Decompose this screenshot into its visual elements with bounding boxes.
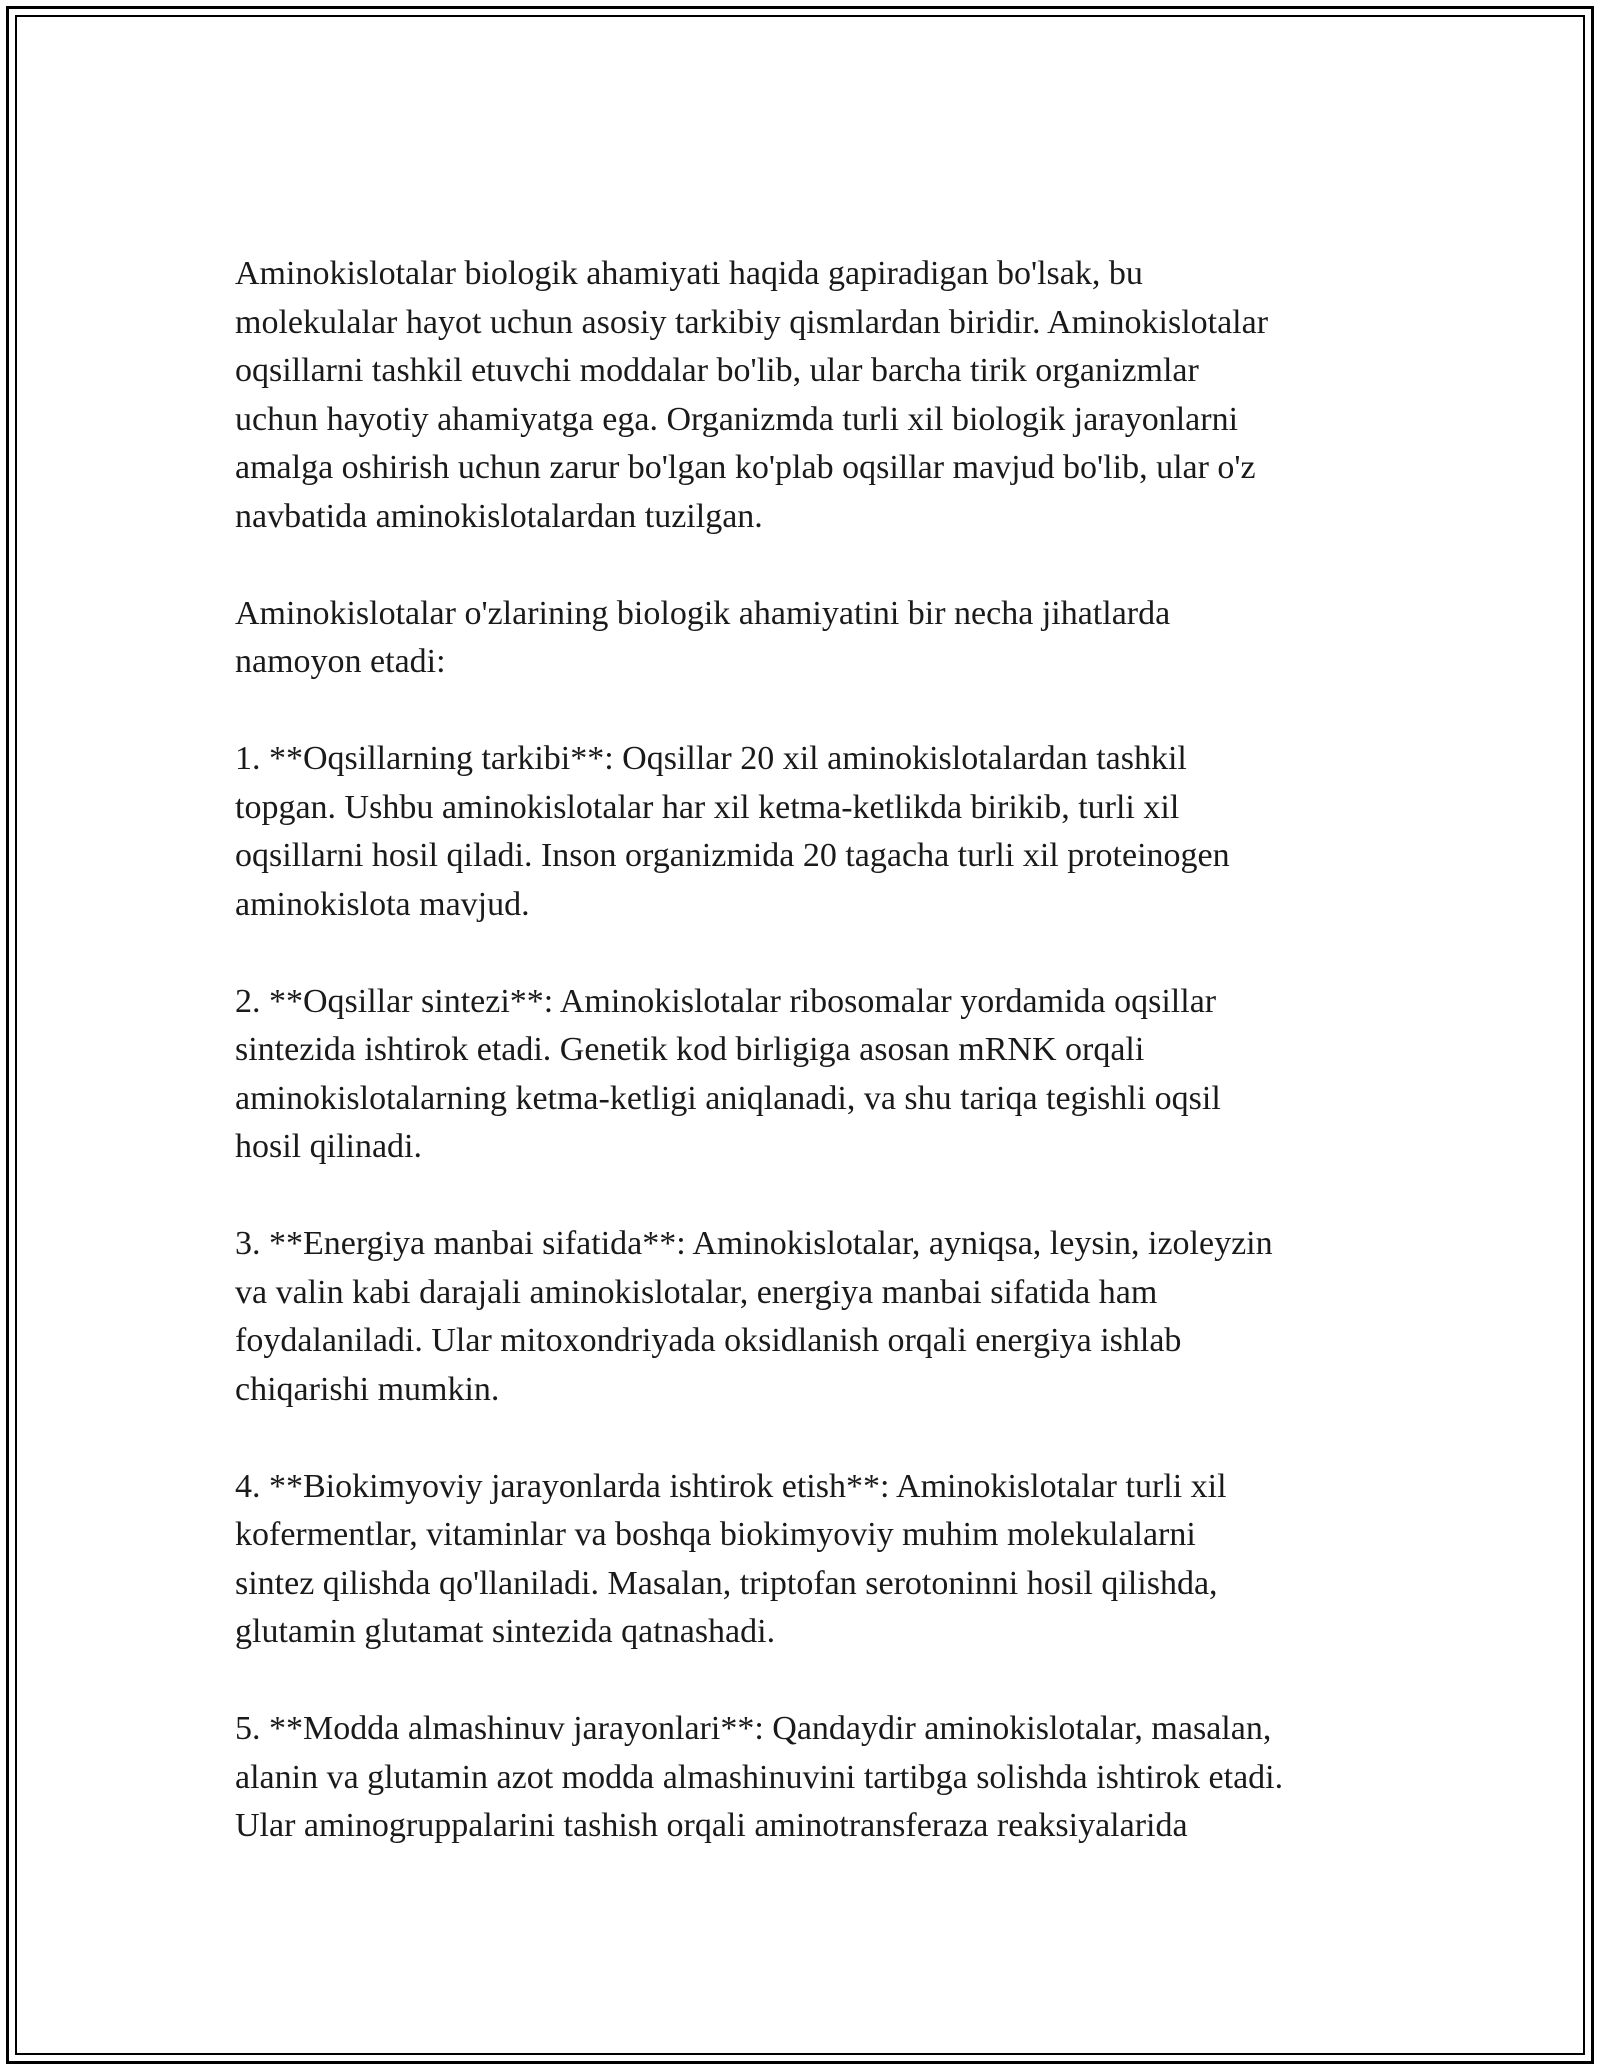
text-line: va valin kabi darajali aminokislotalar, energiya manbai sifatida ham (235, 1273, 1158, 1311)
text-line: oqsillarni hosil qiladi. Inson organizmida 20 tagacha turli xil proteinogen (235, 837, 1230, 874)
paragraph-intro (235, 250, 1385, 541)
text-line: oqsillarni tashkil etuvchi moddalar bo'lib, ular barcha tirik organizmlar (235, 352, 1199, 389)
text-line: 3. **Energiya manbai sifatida**: Aminokislotalar, ayniqsa, leysin, izoleyzin (235, 1225, 1273, 1262)
list-item-3 (235, 1220, 1385, 1414)
text-line: 5. **Modda almashinuv jarayonlari**: Qandaydir aminokislotalar, masalan, (235, 1710, 1272, 1747)
list-item-5 (235, 1705, 1385, 1851)
document-body (235, 250, 1385, 1899)
text-line: topgan. Ushbu aminokislotalar har xil ketma-ketlikda birikib, turli xil (235, 788, 1180, 826)
text-line: Aminokislotalar o'zlarining biologik ahamiyatini bir necha jihatlarda (235, 594, 1171, 632)
text-line: aminokislotalarning ketma-ketligi aniqlanadi, va shu tariqa tegishli oqsil (235, 1079, 1221, 1117)
paragraph-lead-in (235, 590, 1385, 687)
text-line: chiqarishi mumkin. (235, 1370, 500, 1408)
text-line: glutamin glutamat sintezida qatnashadi. (235, 1613, 776, 1650)
text-line: alanin va glutamin azot modda almashinuvini tartibga solishda ishtirok etadi. (235, 1758, 1284, 1796)
text-line: kofermentlar, vitaminlar va boshqa biokimyoviy muhim molekulalarni (235, 1516, 1196, 1553)
text-line: sintez qilishda qo'llaniladi. Masalan, triptofan serotoninni hosil qilishda, (235, 1564, 1218, 1602)
list-item-1 (235, 735, 1385, 929)
list-item-4 (235, 1463, 1385, 1657)
text-line: hosil qilinadi. (235, 1128, 422, 1165)
text-line: molekulalar hayot uchun asosiy tarkibiy qismlardan biridir. Aminokislotalar (235, 303, 1269, 341)
text-line: 4. **Biokimyoviy jarayonlarda ishtirok etish**: Aminokislotalar turli xil (235, 1467, 1227, 1505)
text-line: foydalaniladi. Ular mitoxondriyada oksidlanish orqali energiya ishlab (235, 1322, 1182, 1359)
text-line: amalga oshirish uchun zarur bo'lgan ko'plab oqsillar mavjud bo'lib, ular o'z (235, 449, 1256, 486)
text-line: 2. **Oqsillar sintezi**: Aminokislotalar ribosomalar yordamida oqsillar (235, 982, 1217, 1020)
text-line: sintezida ishtirok etadi. Genetik kod birligiga asosan mRNK orqali (235, 1031, 1145, 1068)
text-line: 1. **Oqsillarning tarkibi**: Oqsillar 20 xil aminokislotalardan tashkil (235, 740, 1187, 777)
list-item-2 (235, 978, 1385, 1172)
text-line: aminokislota mavjud. (235, 885, 530, 923)
text-line: navbatida aminokislotalardan tuzilgan. (235, 497, 763, 535)
text-line: namoyon etadi: (235, 643, 446, 680)
text-line: uchun hayotiy ahamiyatga ega. Organizmda turli xil biologik jarayonlarni (235, 400, 1239, 438)
text-line: Aminokislotalar biologik ahamiyati haqida gapiradigan bo'lsak, bu (235, 255, 1143, 292)
text-line: Ular aminogruppalarini tashish orqali aminotransferaza reaksiyalarida (235, 1807, 1188, 1844)
